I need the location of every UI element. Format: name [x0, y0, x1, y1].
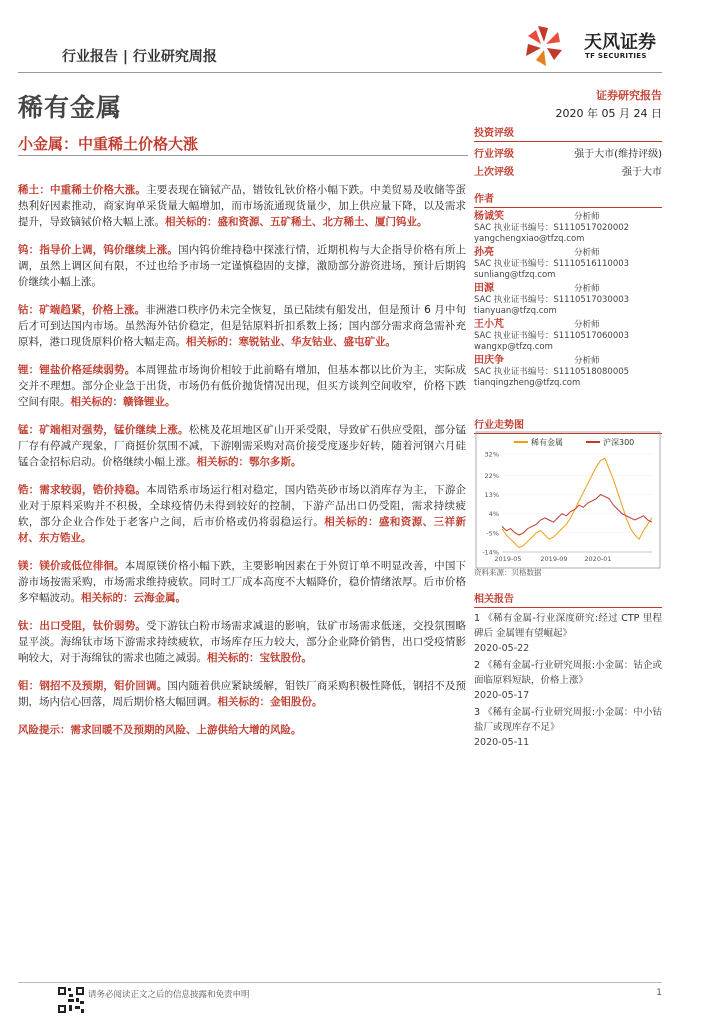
paragraph: 钨：指导价上调，钨价继续上涨。国内钨价维持稳中探涨行情，近期机构与大企指导价格有所上调，虽然上调区间有限，不过也给予市场一定谨慎稳固的支撑，激励部分游资进场，预计后期钨价继续小幅上涨。: [18, 244, 467, 288]
industry-rating-row: 行业评级 强于大市(维持评级): [474, 149, 662, 160]
paragraph: 锂：锂盐价格延续弱势。本周锂盐市场询价相较于此前略有增加，但基本都以比价为主，实际成交并不理想。部分企业急于出货，市场仍有低价抛货情况出现，但买方谈判空间收窄，价格下跌空间有限。相关标的：赣锋锂业。: [18, 364, 467, 408]
author-entry: 孙亮 分析师 SAC 执业证书编号：S1110516110003 sunliang@tfzq.com: [474, 247, 630, 280]
author-email[interactable]: sunliang@tfzq.com: [474, 270, 556, 280]
author-entry: 杨诚笑 分析师 SAC 执业证书编号：S1110517020002 yangchengxiao@tfzq.com: [474, 211, 630, 244]
y-tick-label: 4%: [488, 510, 499, 519]
paragraph: 锆：需求较弱，锆价持稳。本周锆系市场运行相对稳定，国内锆英砂市场以消库存为主，下游企业对于原料采购并不积极，全球疫情仍未得到较好的控制，下游产品出口仍受阻，需求持续疲软，部分企业合作处于老客户之间，后市价格或仍将弱稳运行。相关标的：盛和资源、三祥新材、东方锆业。: [18, 484, 467, 544]
title-divider: [18, 155, 468, 156]
trend-chart: [474, 430, 662, 570]
related-report-item[interactable]: [474, 658, 662, 703]
page-number: 1: [656, 988, 662, 998]
report-body: [18, 182, 466, 750]
previous-rating-row: 上次评级 强于大市: [474, 167, 662, 178]
rating-heading: 投资评级: [474, 124, 662, 142]
rating-panel: [474, 124, 662, 181]
related-report-item[interactable]: [474, 611, 662, 656]
y-tick-label: 22%: [484, 471, 499, 480]
authors-panel: [474, 190, 662, 391]
related-report-title[interactable]: 3 《稀有金属-行业研究周报:小金属：中小钴盐厂或现库存不足》: [474, 707, 662, 733]
y-tick-label: 32%: [484, 450, 499, 459]
related-panel: [474, 590, 662, 752]
report-title: 小金属：中重稀土价格大涨: [18, 135, 199, 153]
chart-frame: [476, 432, 660, 568]
related-report-date: 2020-05-11: [474, 737, 530, 748]
author-entry: 田源 分析师 SAC 执业证书编号：S1110517030003 tianyuan@tfzq.com: [474, 283, 630, 316]
y-tick-label: -5%: [486, 529, 499, 538]
related-heading: 相关报告: [474, 590, 662, 608]
header-divider: [18, 72, 662, 73]
x-tick-label: 2019-05: [494, 555, 522, 563]
trend-heading: 行业走势图: [474, 416, 662, 434]
paragraph: 钼：钢招不及预期，钼价回调。国内随着供应紧缺缓解，钼铁厂商采购积极性降低，钢招不及预期，场内信心回落，周后期价格大幅回调。相关标的：金钼股份。: [18, 680, 466, 708]
related-report-title[interactable]: 1 《稀有金属-行业深度研究:经过 CTP 里程碑后 金属锂有望崛起》: [474, 613, 662, 639]
author-email[interactable]: yangchengxiao@tfzq.com: [474, 234, 585, 244]
related-report-date: 2020-05-22: [474, 643, 530, 654]
series-line: [502, 458, 652, 547]
paragraph: 钛：出口受阻，钛价弱势。受下游钛白粉市场需求减退的影响，钛矿市场需求低迷，交投氛围略显平淡。海绵钛市场下游需求持续疲软，市场库存压力较大，部分企业降价销售，出口受疫情影响较大，对于海绵钛的需求也随之减弱。相关标的：宝钛股份。: [18, 620, 467, 664]
y-tick-label: -14%: [482, 548, 499, 557]
author-email[interactable]: tianyuan@tfzq.com: [474, 306, 557, 316]
authors-heading: 作者: [474, 190, 662, 208]
author-entry: 王小芃 分析师 SAC 执业证书编号：S1110517060003 wangxp@tfzq.com: [474, 319, 630, 352]
logo-text-cn: 天风证券: [584, 32, 656, 53]
footer-disclaimer: 请务必阅读正文之后的信息披露和免责申明: [88, 990, 250, 1000]
x-tick-label: 2019-09: [540, 555, 568, 563]
report-category: 行业报告 | 行业研究周报: [62, 49, 217, 65]
paragraph: 锰：矿端相对强势，锰价继续上涨。松桃及花垣地区矿山开采受限，导致矿石供应受阻，部分锰厂存有停减产现象，厂商挺价氛围不减，下游刚需采购对高价接受度逐步好转，随着河钢六月硅锰合金招标启动。价格继续小幅上涨。相关标的：鄂尔多斯。: [18, 424, 467, 468]
sector-title: 稀有金属: [18, 93, 123, 122]
series-line: [502, 495, 652, 536]
chart-source: 资料来源：贝格数据: [474, 568, 542, 577]
related-report-date: 2020-05-17: [474, 690, 530, 701]
author-entry: 田庆争 分析师 SAC 执业证书编号：S1110518080005 tianqingzheng@tfzq.com: [474, 355, 630, 388]
author-email[interactable]: tianqingzheng@tfzq.com: [474, 378, 581, 388]
x-tick-label: 2020-01: [584, 555, 612, 563]
risk-warning: 风险提示：需求回暖不及预期的风险、上游供给大增的风险。: [18, 724, 302, 736]
paragraph: 镁：镁价或低位徘徊。本周原镁价格小幅下跌，主要影响因素在于外贸订单不明显改善，中国下游市场按需采购，市场需求维持疲软。同时工厂成本高度不大幅降价，稳价情绪浓厚。后市价格多窄幅波动。相关标的：云海金属。: [18, 560, 467, 604]
related-report-item[interactable]: [474, 705, 662, 750]
report-type: 证券研究报告: [596, 89, 662, 102]
legend-label: 稀有金属: [531, 438, 563, 447]
related-report-title[interactable]: 2 《稀有金属-行业研究周报:小金属：钴企或面临原料短缺，价格上涨》: [474, 660, 662, 686]
footer-divider: [18, 982, 662, 983]
logo-text-en: TF SECURITIES: [585, 52, 647, 60]
report-date: 2020 年 05 月 24 日: [555, 107, 662, 120]
y-tick-label: 13%: [484, 490, 499, 499]
paragraph: 钴：矿端趋紧，价格上涨。非洲港口秩序仍未完全恢复，虽已陆续有船发出，但是预计 6 月中旬后才可到达国内市场。虽然海外钴价稳定，但是钴原料折扣系数上扬；国内部分需求商急需补充原料，港口现货原料价格大幅走高。相关标的：寒锐钴业、华友钴业、盛屯矿业。: [18, 304, 466, 348]
author-email[interactable]: wangxp@tfzq.com: [474, 342, 553, 352]
paragraph: 稀土：中重稀土价格大涨。主要表现在镝铽产品，镨钕钆钬价格小幅下跌。中美贸易及收储等蛋热利好因素推动，商家询单采货量大幅增加，而市场流通现货量少，加上供应量下降，以及需求提升，导致镝铽价格大幅上涨。相关标的：盛和资源、五矿稀土、北方稀土、厦门钨业。: [18, 184, 467, 228]
legend-label: 沪深300: [603, 438, 635, 447]
qr-code-icon: [57, 986, 85, 1014]
